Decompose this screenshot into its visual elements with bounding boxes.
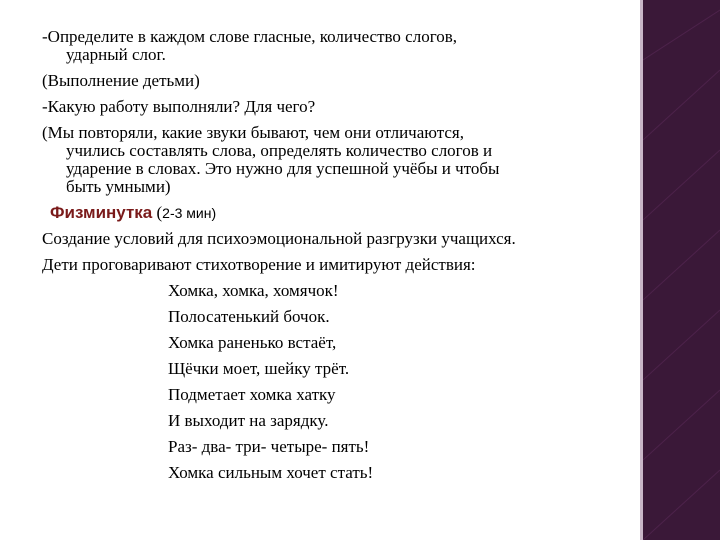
poem-line-6: И выходит на зарядку. [168,411,329,430]
poem-line-4: Щёчки моет, шейку трёт. [168,359,350,378]
poem-line-1: Хомка, хомка, хомячок! [168,281,339,300]
text-line-3: (Выполнение детьми) [42,71,200,90]
text-line-5: (Мы повторяли, какие звуки бывают, чем они отличаются, [42,123,465,142]
poem-line-8: Хомка сильным хочет стать! [168,463,374,482]
text-line-1: -Определите в каждом слове гласные, количество слогов, [42,27,458,46]
text-line-6: учились составлять слова, определять количество слогов и [66,141,493,160]
decorative-side-panel [640,0,720,540]
poem-line-3: Хомка раненько встаёт, [168,333,337,352]
diagonal-stripes-decoration [643,0,720,540]
poem-line-5: Подметает хомка хатку [168,385,336,404]
body-line-1: Создание условий для психоэмоциональной разгрузки учащихся. [42,229,516,248]
text-line-4: -Какую работу выполняли? Для чего? [42,97,316,116]
fizminutka-duration: 2-3 мин) [162,205,217,221]
fizminutka-title: Физминутка [50,203,153,222]
fizminutka-paren: ( [152,203,163,222]
text-line-8: быть умными) [66,177,171,196]
text-line-7: ударение в словах. Это нужно для успешной учёбы и чтобы [66,159,500,178]
text-line-2: ударный слог. [66,45,166,64]
fizminutka-heading [50,204,216,222]
poem-line-7: Раз- два- три- четыре- пять! [168,437,370,456]
poem-line-2: Полосатенький бочок. [168,307,330,326]
body-line-2: Дети проговаривают стихотворение и имитируют действия: [42,255,476,274]
